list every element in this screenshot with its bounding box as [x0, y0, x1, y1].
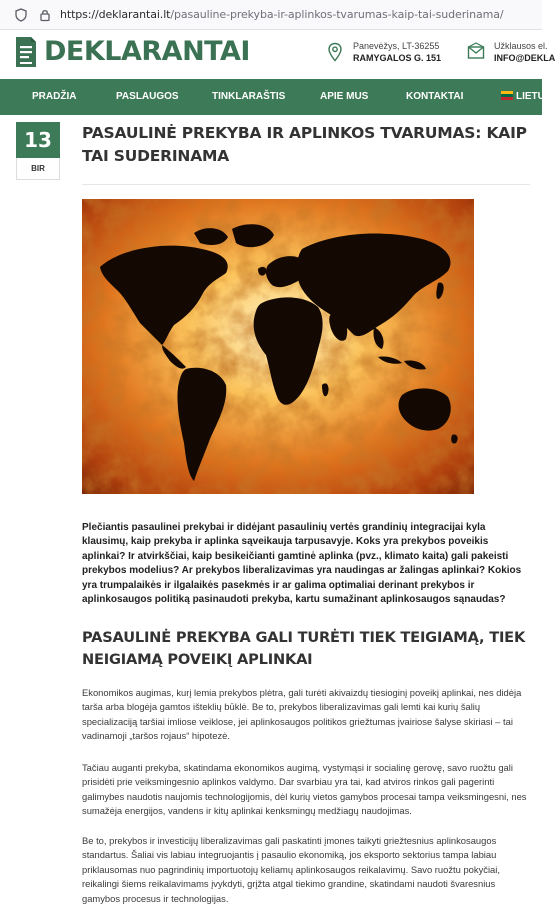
address-line-street: RAMYGALOS G. 151 [353, 53, 442, 63]
post-date-badge [16, 122, 60, 180]
url-path: /pasauline-prekyba-ir-aplinkos-tvarumas-kaip-tai-suderinama/ [170, 8, 504, 21]
address-line-city: Panevėžys, LT-36255 [353, 41, 440, 51]
title-divider [82, 184, 530, 185]
site-logo[interactable] [14, 36, 250, 68]
nav-item-pradzia[interactable]: PRADŽIA [32, 91, 77, 102]
shield-icon[interactable] [14, 8, 28, 22]
envelope-icon [467, 42, 485, 62]
world-map-fire-illustration [82, 199, 474, 494]
main-navigation [0, 79, 552, 115]
nav-item-apie-mus[interactable]: APIE MUS [320, 91, 369, 102]
location-pin-icon [326, 42, 344, 62]
post-subheading: PASAULINĖ PREKYBA GALI TURĖTI TIEK TEIGIAMĄ, TIEK NEIGIAMĄ POVEIKĮ APLINKAI [82, 629, 526, 668]
document-logo-icon [14, 36, 38, 68]
site-header [0, 30, 555, 78]
nav-item-kontaktai[interactable]: KONTAKTAI [406, 91, 464, 102]
logo-text: DEKLARANTAI [44, 36, 250, 67]
url-host: https://deklarantai.lt [60, 8, 171, 21]
header-email[interactable] [467, 40, 555, 65]
post-lead-paragraph: Plečiantis pasaulinei prekybai ir didėjant pasaulinių vertės grandinių integracijai kyla klausimų, kaip prekyba ir aplinka sąveikauja tarpusavyje. Koks yra prekybos poveikis aplinkai? Ir atvirkščiai, kaip besikeičianti gamtinė aplinka (pvz., klimato kaita) gali pakeisti prekybos modelius? Ar prekybos liberalizavimas yra naudingas ar žalingas aplinkai? Kokios yra trumpalaikės ir ilgalaikės pasekmės ir ar galima optimaliai derinant prekybos ir aplinkosaugos politiką pasinaudoti prekyba, kartu sumažinant aplinkosaugos sąnaudas? [82, 522, 522, 606]
language-switcher[interactable] [501, 79, 552, 115]
post-paragraph-2: Tačiau auganti prekyba, skatindama ekonomikos augimą, vystymąsi ir socialinę gerovę, savo ruožtu gali prisidėti prie veiksmingesnio aplinkos valdymo. Dar svarbiau yra tai, kad atviros rinkos gali pagerinti galimybes naudotis naujomis technologijomis, dėl kurių vietos gamybos procesai tampa veiksmingesni, nes sumažėja energijos, vandens ir kitų aplinkai kenksmingų medžiagų naudojimas. [82, 762, 527, 817]
post-paragraph-1: Ekonomikos augimas, kurį lemia prekybos plėtra, gali turėti akivaizdų tiesioginį poveikį aplinkai, nes didėja tarša arba blogėja gamtos išteklių būklė. Be to, prekybos liberalizavimas gali lemti kai kurių šalių specializaciją taršiai imliose veiklose, jei aplinkosaugos politikos griežtumas įvairiose šalyse skiriasi – tai vadinamoji „taršos rojaus“ hipotezė. [82, 687, 522, 742]
post-paragraph-3: Be to, prekybos ir investicijų liberalizavimas gali paskatinti įmones taikyti griežtesnius aplinkosaugos standartus. Šaliai vis labiau integruojantis į pasaulio ekonomiką, jos eksporto sektorius tampa labiau priklausomas nuo pagrindinių importuotojų keliamų aplinkosaugos reikalavimų. Savo ruožtu pokyčiai, reikalingi šiems reikalavimams įvykdyti, grįžta atgal tiekimo grandine, skatindami naudoti švaresnius gamybos procesus ir technologijas. [82, 835, 500, 904]
post-date-month: BIR [16, 158, 60, 180]
lithuania-flag-icon [501, 91, 513, 100]
language-label: LIETUV [516, 91, 552, 102]
hero-image-burning-world-map [82, 199, 474, 494]
header-address [326, 40, 441, 65]
email-label: Užklausos el. [494, 41, 548, 51]
email-address[interactable]: INFO@DEKLA [494, 53, 555, 63]
post-date-day: 13 [16, 122, 60, 158]
url-text[interactable] [60, 8, 503, 21]
nav-item-tinklarastis[interactable]: TINKLARAŠTIS [212, 91, 286, 102]
browser-address-bar[interactable] [0, 0, 542, 30]
post-title: PASAULINĖ PREKYBA IR APLINKOS TVARUMAS: KAIP TAI SUDERINAMA [82, 124, 527, 165]
lock-icon[interactable] [38, 8, 52, 22]
nav-item-paslaugos[interactable]: PASLAUGOS [116, 91, 179, 102]
